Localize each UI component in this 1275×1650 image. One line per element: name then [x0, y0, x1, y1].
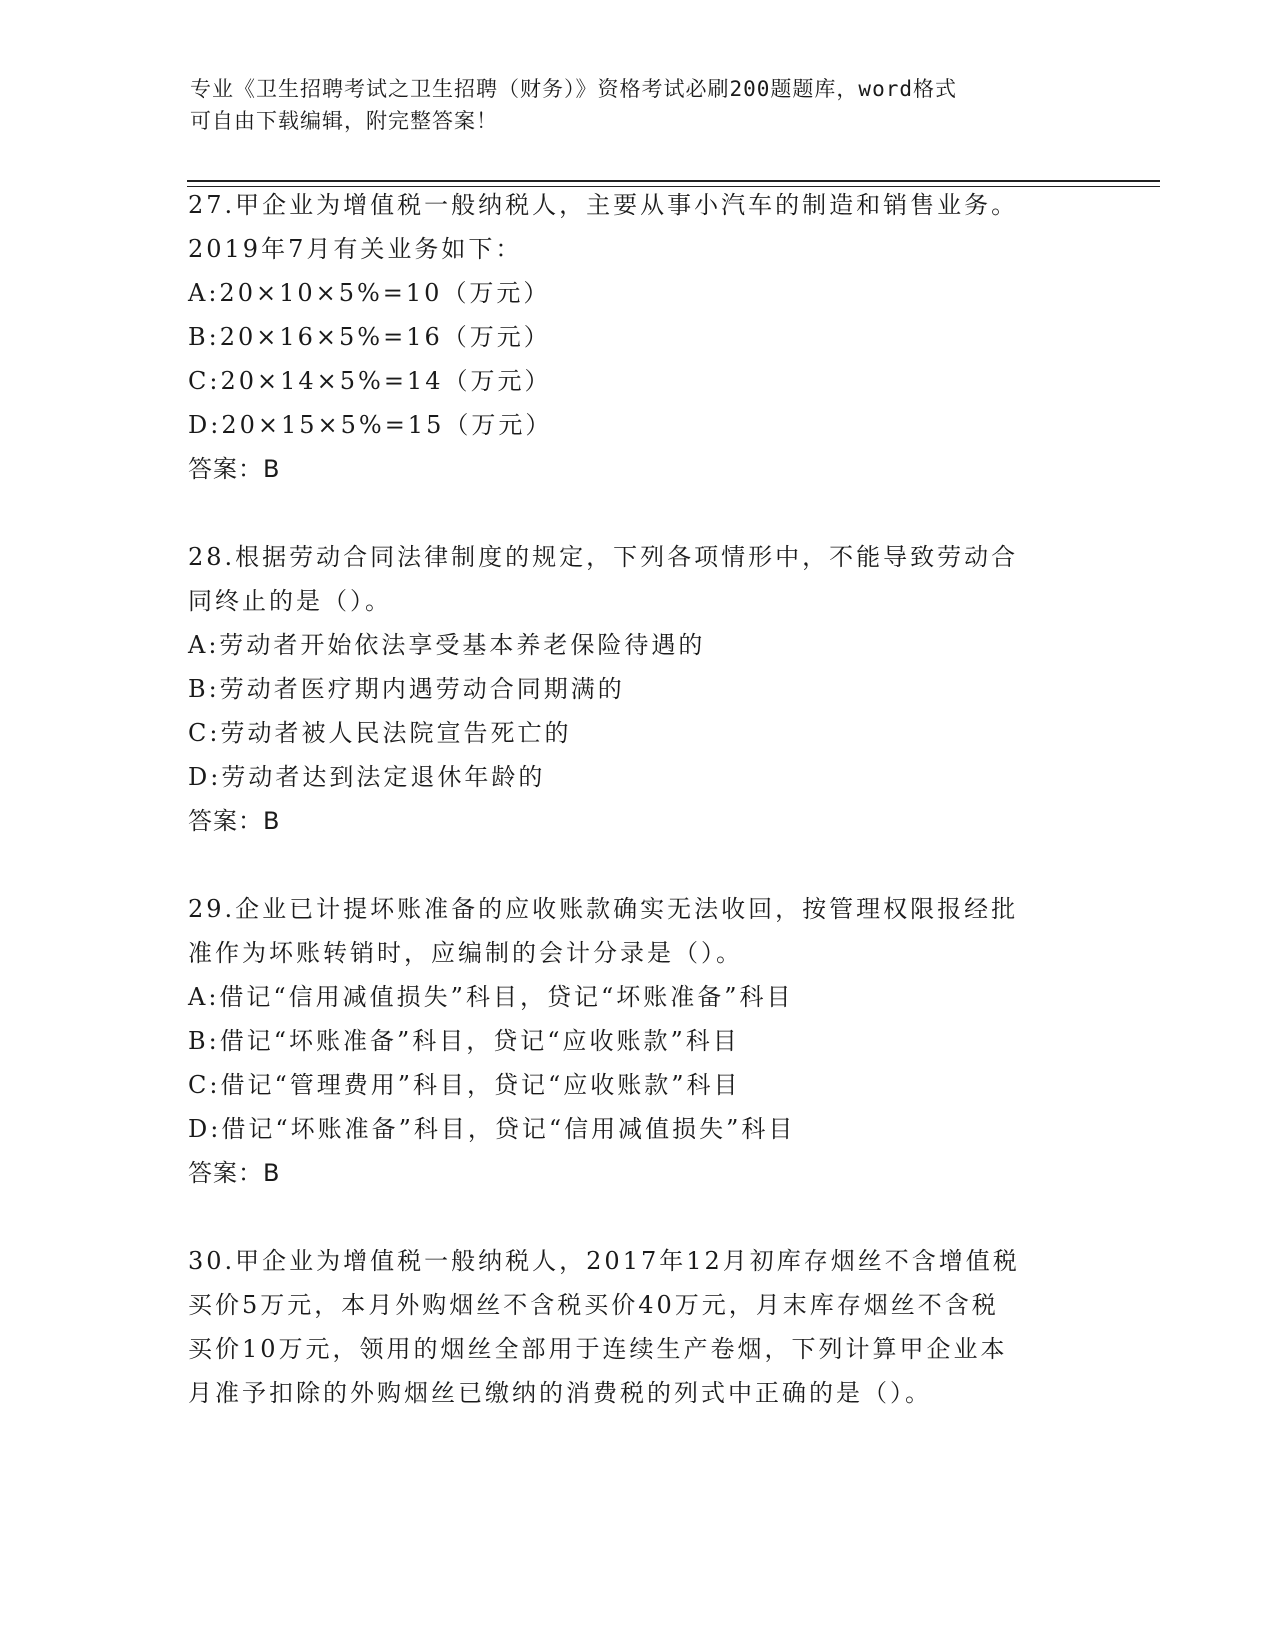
question-27-option-a: A:20×10×5%=10（万元） [188, 279, 551, 307]
question-27-option-c: C:20×14×5%=14（万元） [188, 367, 552, 395]
question-29-answer: 答案：B [188, 1159, 281, 1187]
question-27-option-b: B:20×16×5%=16（万元） [188, 323, 551, 351]
question-29-option-d: D:借记“坏账准备”科目，贷记“信用减值损失”科目 [188, 1115, 796, 1143]
header-title-line-1: 专业《卫生招聘考试之卫生招聘（财务）》资格考试必刷200题题库，word格式 [190, 77, 957, 101]
question-28-option-c: C:劳动者被人民法院宣告死亡的 [188, 719, 572, 747]
question-28-option-a: A:劳动者开始依法享受基本养老保险待遇的 [188, 631, 706, 659]
question-29-stem-line-1: 29.企业已计提坏账准备的应收账款确实无法收回，按管理权限报经批 [188, 895, 1019, 923]
question-27-option-d: D:20×15×5%=15（万元） [188, 411, 553, 439]
question-30-stem-line-3: 买价10万元，领用的烟丝全部用于连续生产卷烟，下列计算甲企业本 [188, 1335, 1008, 1363]
question-27-stem-line-2: 2019年7月有关业务如下： [188, 235, 523, 263]
question-29-option-a: A:借记“信用减值损失”科目，贷记“坏账准备”科目 [188, 983, 794, 1011]
question-27-answer: 答案：B [188, 455, 281, 483]
question-28-stem-line-2: 同终止的是（）。 [188, 587, 392, 615]
header-divider-thin [187, 186, 1160, 187]
question-29-option-b: B:借记“坏账准备”科目，贷记“应收账款”科目 [188, 1027, 740, 1055]
question-30-stem-line-4: 月准予扣除的外购烟丝已缴纳的消费税的列式中正确的是（）。 [188, 1379, 932, 1407]
question-29-option-c: C:借记“管理费用”科目，贷记“应收账款”科目 [188, 1071, 741, 1099]
question-28-stem-line-1: 28.根据劳动合同法律制度的规定，下列各项情形中，不能导致劳动合 [188, 543, 1019, 571]
question-28-option-d: D:劳动者达到法定退休年龄的 [188, 763, 546, 791]
header-title-line-2: 可自由下载编辑，附完整答案！ [190, 109, 498, 133]
question-30-stem-line-1: 30.甲企业为增值税一般纳税人，2017年12月初库存烟丝不含增值税 [188, 1247, 1020, 1275]
question-28-answer: 答案：B [188, 807, 281, 835]
document-header [190, 73, 1070, 137]
question-29-stem-line-2: 准作为坏账转销时，应编制的会计分录是（）。 [188, 939, 743, 967]
question-28-option-b: B:劳动者医疗期内遇劳动合同期满的 [188, 675, 625, 703]
question-27-stem-line-1: 27.甲企业为增值税一般纳税人，主要从事小汽车的制造和销售业务。 [188, 191, 1019, 219]
question-30-stem-line-2: 买价5万元，本月外购烟丝不含税买价40万元，月末库存烟丝不含税 [188, 1291, 999, 1319]
header-divider-thick [187, 180, 1160, 182]
